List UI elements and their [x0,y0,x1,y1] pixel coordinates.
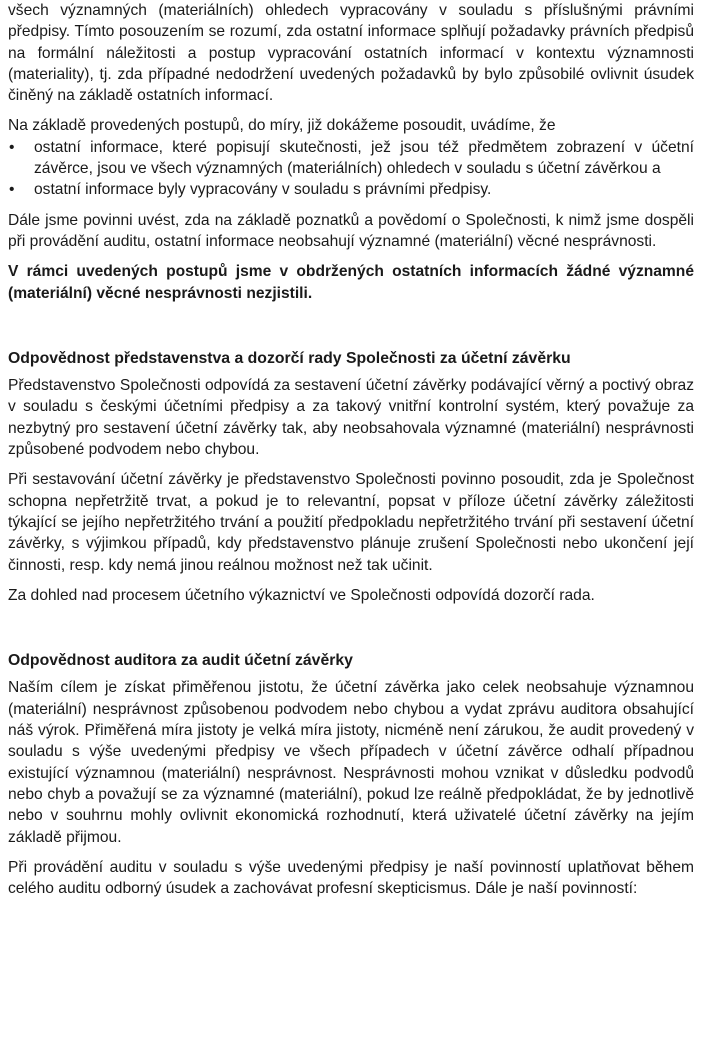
section-heading-auditor-responsibility: Odpovědnost auditora za audit účetní závěrky [8,652,353,670]
list-item [8,137,694,180]
paragraph-board-p1: Představenstvo Společnosti odpovídá za sestavení účetní závěrky podávající věrný a poctivý obraz v souladu s českými účetními předpisy a za takový vnitřní kontrolní systém, který považuje za nezbytný pro sestavení účetní závěrky tak, aby neobsahovala významné (materiální) nesprávnosti způsobené podvodem nebo chybou. [8,377,694,459]
paragraph-conclusion: V rámci uvedených postupů jsme v obdržených ostatních informacích žádné významné (materiální) věcné nesprávnosti nezjistili. [8,263,694,302]
paragraph-knowledge-statement: Dále jsme povinni uvést, zda na základě poznatků a povědomí o Společnosti, k nimž jsme dospěli při provádění auditu, ostatní informace neobsahují významné (materiální) věcné nesprávnosti. [8,211,694,250]
bullet-list [8,137,694,201]
paragraph-board-p2: Při sestavování účetní závěrky je představenstvo Společnosti povinno posoudit, zda je Společnost schopna nepřetržitě trvat, a pokud je to relevantní, popsat v příloze účetní závěrky záležitosti týkající se jejího nepřetržitého trvání a použití předpokladu nepřetržitého trvání při sestavení účetní závěrky, s výjimkou případů, kdy představenstvo plánuje zrušení Společnosti nebo ukončení její činnosti, resp. kdy nemá jinou reálnou možnost než tak učinit. [8,471,694,574]
list-item-text: ostatní informace byly vypracovány v souladu s právními předpisy. [34,181,492,199]
bullet-icon: • [9,138,15,156]
paragraph-procedures-intro: Na základě provedených postupů, do míry, již dokážeme posoudit, uvádíme, že [8,117,556,135]
list-item [8,179,694,200]
paragraph-auditor-p2: Při provádění auditu v souladu s výše uvedenými předpisy je naší povinností uplatňovat během celého auditu odborný úsudek a zachovávat profesní skepticismus. Dále je naší povinností: [8,858,694,898]
bullet-icon: • [9,181,15,199]
paragraph-auditor-p1: Naším cílem je získat přiměřenou jistotu, že účetní závěrka jako celek neobsahuje významnou (materiální) nesprávnost způsobenou podvodem nebo chybou a vydat zprávu auditora obsahující náš výrok. Přiměřená míra jistoty je velká míra jistoty, nicméně není zárukou, že audit provedený v souladu s výše uvedenými předpisy ve všech případech v účetní závěrce odhalí případnou existující významnou (materiální) nesprávnost. Nesprávnosti mohou vznikat v důsledku podvodů nebo chyb a považují se za významné (materiální), pokud lze reálně předpokládat, že by jednotlivě nebo v souhrnu mohly ovlivnit ekonomická rozhodnutí, která uživatelé účetní závěrky na jejím základě přijmou. [8,679,694,846]
list-item-text: ostatní informace, které popisují skutečnosti, jež jsou též předmětem zobrazení v účetní závěrce, jsou ve všech významných (materiálních) ohledech v souladu s účetní závěrkou a [34,138,694,178]
paragraph-other-info-assessment: všech významných (materiálních) ohledech vypracovány v souladu s příslušnými právními předpisy. Tímto posouzením se rozumí, zda ostatní informace splňují požadavky právních předpisů na formální náležitosti a postup vypracování ostatních informací v kontextu významnosti (materiality), tj. zda případné nedodržení uvedených požadavků by bylo způsobilé ovlivnit úsudek činěný na základě ostatních informací. [8,2,694,105]
paragraph-board-p3: Za dohled nad procesem účetního výkaznictví ve Společnosti odpovídá dozorčí rada. [8,586,595,604]
section-heading-board-responsibility: Odpovědnost představenstva a dozorčí rady Společnosti za účetní závěrku [8,349,571,367]
document-page [8,0,694,899]
